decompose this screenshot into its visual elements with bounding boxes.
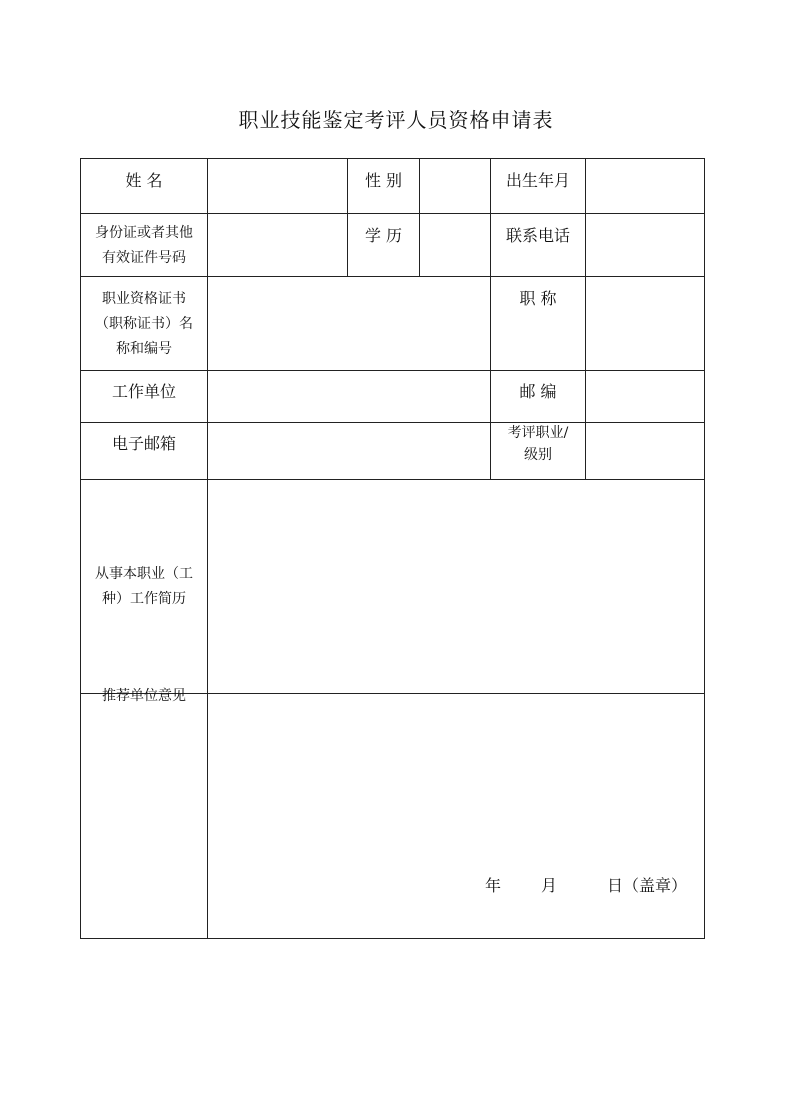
email-label	[81, 423, 207, 465]
recommendation-field[interactable]	[208, 694, 704, 938]
workplace-label-text: 工作单位	[111, 382, 176, 401]
gender-label-text: 性 别	[364, 171, 403, 190]
birth-label-text: 出生年月	[505, 171, 570, 190]
postcode-field[interactable]	[586, 371, 704, 422]
name-label	[81, 159, 207, 203]
education-field[interactable]	[420, 214, 490, 276]
work-resume-label-line2: 种）工作简历	[102, 591, 186, 607]
eval-occupation-label-line2: 级别	[524, 447, 552, 463]
recommendation-label-text: 推荐单位意见	[102, 688, 186, 704]
date-day-seal: 日（盖章）	[607, 876, 688, 895]
certificate-label	[81, 277, 207, 370]
education-label	[348, 214, 419, 258]
recommendation-label	[81, 688, 207, 968]
certificate-label-line1: 职业资格证书	[102, 290, 186, 307]
job-title-label-text: 职 称	[519, 289, 557, 308]
page-title: 职业技能鉴定考评人员资格申请表	[238, 108, 554, 132]
date-month: 月	[541, 876, 558, 895]
birth-field[interactable]	[586, 159, 704, 213]
workplace-field[interactable]	[208, 371, 490, 422]
certificate-field[interactable]	[208, 277, 490, 370]
postcode-label	[491, 371, 585, 413]
email-label-text: 电子邮箱	[111, 434, 176, 453]
birth-label	[491, 159, 585, 203]
eval-occupation-label-line1: 考评职业/	[507, 425, 569, 441]
workplace-label	[81, 371, 207, 413]
certificate-label-line3: 称和编号	[116, 340, 172, 357]
certificate-label-line2: （职称证书）名	[95, 315, 193, 332]
id-number-label	[81, 214, 207, 276]
eval-occupation-field[interactable]	[586, 423, 704, 479]
date-year: 年	[485, 876, 502, 895]
phone-label	[491, 214, 585, 258]
id-number-field[interactable]	[208, 214, 347, 276]
email-field[interactable]	[208, 423, 490, 479]
name-label-text: 姓 名	[125, 171, 163, 190]
postcode-label-text: 邮 编	[519, 382, 557, 401]
id-number-label-line1: 身份证或者其他	[95, 224, 193, 241]
phone-label-text: 联系电话	[505, 226, 570, 245]
job-title-label	[491, 277, 585, 321]
application-form	[80, 158, 705, 939]
gender-label	[348, 159, 419, 203]
work-resume-field[interactable]	[208, 480, 704, 693]
name-field[interactable]	[208, 159, 347, 213]
work-resume-label	[81, 480, 207, 693]
education-label-text: 学 历	[364, 226, 403, 245]
eval-occupation-label	[491, 423, 585, 465]
gender-field[interactable]	[420, 159, 490, 213]
phone-field[interactable]	[586, 214, 704, 276]
work-resume-label-line1: 从事本职业（工	[95, 566, 193, 582]
job-title-field[interactable]	[586, 277, 704, 370]
id-number-label-line2: 有效证件号码	[102, 249, 186, 266]
